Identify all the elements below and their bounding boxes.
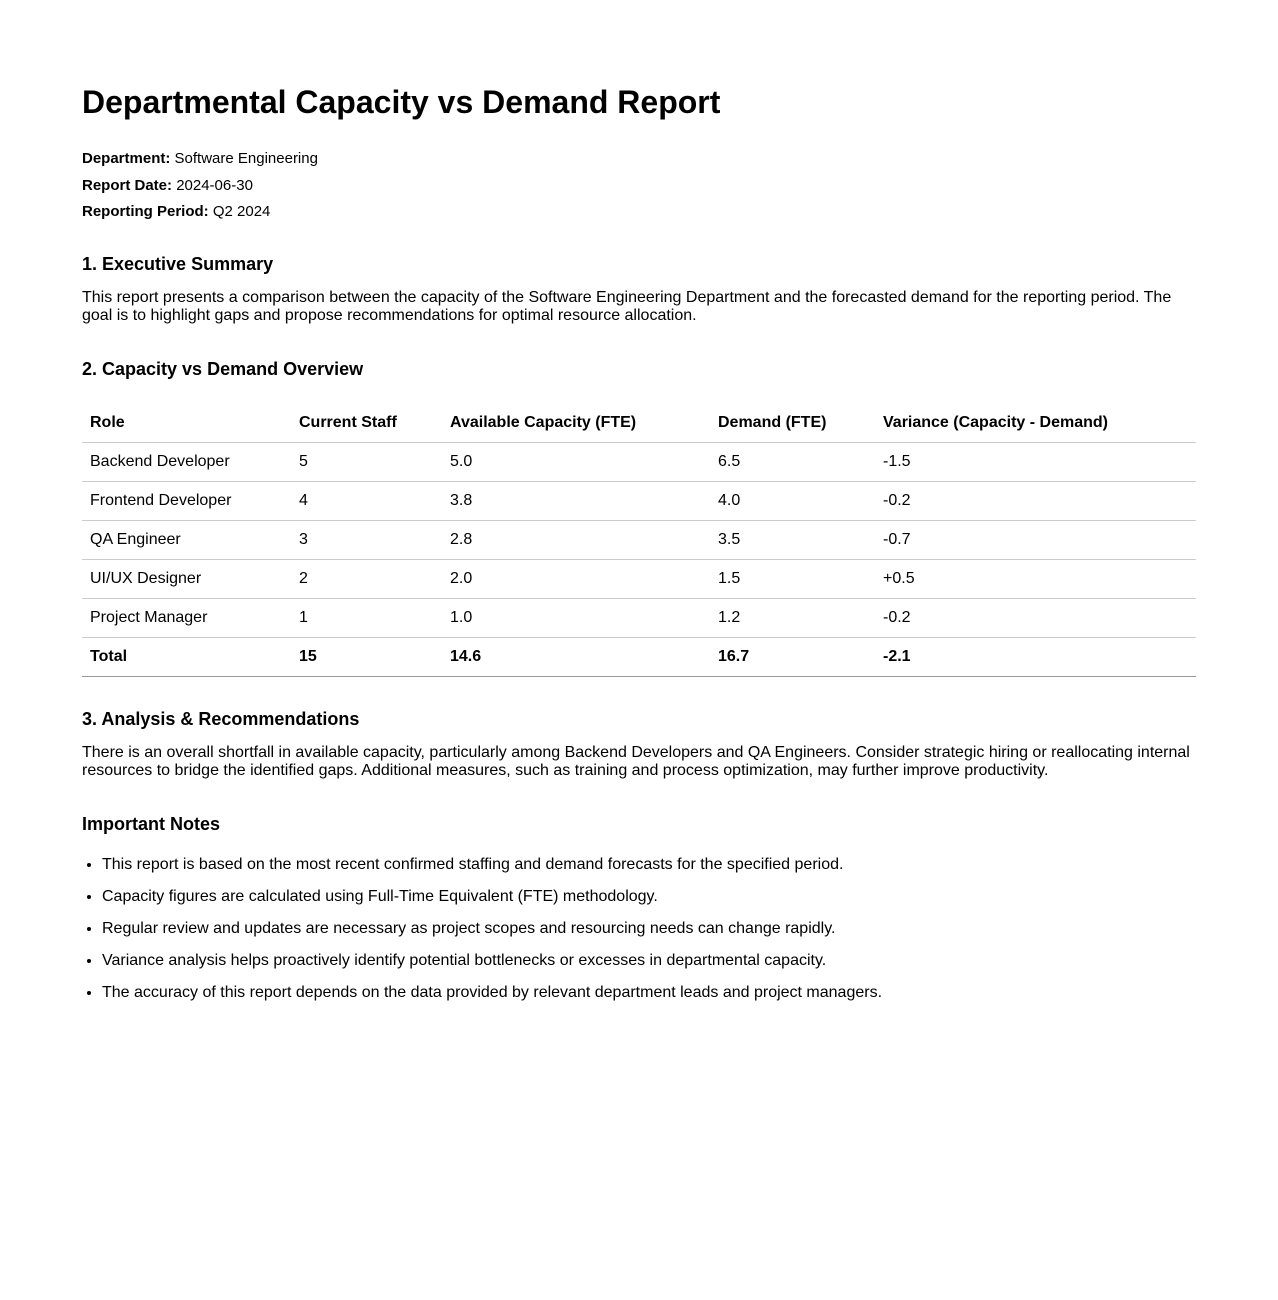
cell-current-staff: 3 [291, 521, 442, 560]
analysis-section [82, 708, 1196, 780]
notes-heading: Important Notes [82, 814, 221, 834]
meta-report-date-label: Report Date: [82, 176, 173, 194]
cell-current-staff: 1 [291, 599, 442, 638]
page-title: Departmental Capacity vs Demand Report [82, 84, 721, 120]
analysis-heading: 3. Analysis & Recommendations [82, 709, 360, 729]
meta-reporting-period-value: Q2 2024 [212, 203, 271, 220]
meta-report-date [82, 173, 1196, 200]
executive-summary-section [82, 253, 1196, 325]
total-demand: 16.7 [710, 638, 875, 677]
meta-reporting-period-label: Reporting Period: [82, 203, 209, 220]
table-row [82, 482, 1196, 521]
cell-current-staff: 2 [291, 560, 442, 599]
total-current-staff: 15 [291, 638, 442, 677]
cell-variance: -0.2 [875, 482, 1196, 521]
cell-demand: 3.5 [710, 521, 875, 560]
meta-department [82, 146, 1196, 173]
analysis-text: There is an overall shortfall in available capacity, particularly among Backend Developers and QA Engineers. Consider strategic hiring or reallocating internal resources to bridge the identified gaps. Additional measures, such as training and process optimization, may further improve productivity. [82, 744, 1190, 779]
meta-reporting-period [82, 199, 1196, 226]
cell-variance: +0.5 [875, 560, 1196, 599]
table-row [82, 443, 1196, 482]
table-total-row [82, 638, 1196, 677]
list-item: • This report is based on the most recent confirmed staffing and demand forecasts for the specified period. [102, 855, 1196, 875]
table-row [82, 599, 1196, 638]
total-variance: -2.1 [875, 638, 1196, 677]
report-page [0, 0, 1278, 226]
table-row [82, 560, 1196, 599]
list-item: • Regular review and updates are necessary as project scopes and resourcing needs can change rapidly. [102, 919, 1196, 939]
cell-available-capacity: 5.0 [442, 443, 710, 482]
capacity-demand-table [82, 403, 1196, 677]
total-label: Total [82, 638, 291, 677]
executive-summary-heading: 1. Executive Summary [82, 254, 274, 274]
column-header-current-staff: Current Staff [291, 403, 442, 443]
cell-role: Frontend Developer [82, 482, 291, 521]
column-header-demand: Demand (FTE) [710, 403, 875, 443]
cell-role: Project Manager [82, 599, 291, 638]
cell-role: UI/UX Designer [82, 560, 291, 599]
meta-department-value: Software Engineering [174, 150, 318, 167]
cell-current-staff: 5 [291, 443, 442, 482]
cell-demand: 1.5 [710, 560, 875, 599]
notes-list [82, 855, 1196, 1003]
notes-section [82, 813, 1196, 1015]
executive-summary-text: This report presents a comparison between the capacity of the Software Engineering Department and the forecasted demand for the reporting period. The goal is to highlight gaps and propose recommendations for optimal resource allocation. [82, 289, 1172, 324]
cell-demand: 1.2 [710, 599, 875, 638]
cell-demand: 4.0 [710, 482, 875, 521]
overview-heading: 2. Capacity vs Demand Overview [82, 359, 364, 379]
meta-report-date-value: 2024-06-30 [176, 176, 253, 194]
cell-variance: -0.7 [875, 521, 1196, 560]
cell-variance: -0.2 [875, 599, 1196, 638]
cell-available-capacity: 2.8 [442, 521, 710, 560]
meta-department-label: Department: [82, 150, 171, 167]
overview-section [82, 358, 1196, 677]
cell-variance: -1.5 [875, 443, 1196, 482]
cell-role: Backend Developer [82, 443, 291, 482]
list-item: • Capacity figures are calculated using Full-Time Equivalent (FTE) methodology. [102, 887, 1196, 907]
table-header-row [82, 403, 1196, 443]
column-header-role: Role [82, 403, 291, 443]
total-available-capacity: 14.6 [442, 638, 710, 677]
cell-available-capacity: 2.0 [442, 560, 710, 599]
list-item: • The accuracy of this report depends on the data provided by relevant department leads and project managers. [102, 983, 1196, 1003]
report-meta [82, 146, 1196, 226]
column-header-variance: Variance (Capacity - Demand) [875, 403, 1196, 443]
cell-available-capacity: 1.0 [442, 599, 710, 638]
table-row [82, 521, 1196, 560]
cell-available-capacity: 3.8 [442, 482, 710, 521]
cell-demand: 6.5 [710, 443, 875, 482]
list-item: • Variance analysis helps proactively identify potential bottlenecks or excesses in departmental capacity. [102, 951, 1196, 971]
cell-current-staff: 4 [291, 482, 442, 521]
column-header-available-capacity: Available Capacity (FTE) [442, 403, 710, 443]
cell-role: QA Engineer [82, 521, 291, 560]
